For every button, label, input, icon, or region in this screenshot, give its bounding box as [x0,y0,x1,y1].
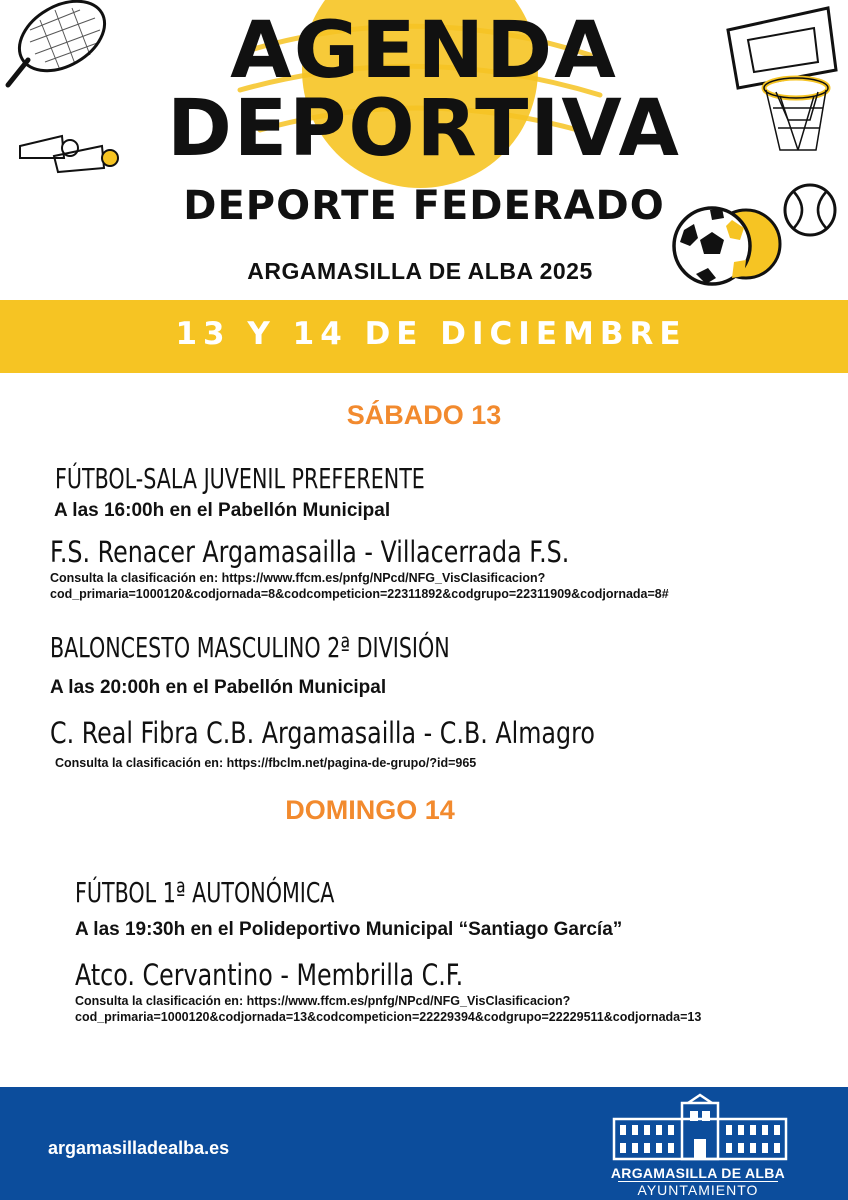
day-heading-sunday: DOMINGO 14 [285,795,455,825]
standings-link-line1: Consulta la clasificación en: https://www.ffcm.es/pnfg/NPcd/NFG_VisClasificacion? [75,994,571,1008]
date-band-text: 13 Y 14 DE DICIEMBRE [175,316,687,352]
event-match: Atco. Cervantino - Membrilla C.F. [75,958,464,992]
standings-link[interactable] [50,570,669,602]
title-deportiva: DEPORTIVA [167,84,681,174]
website-link[interactable]: argamasilladealba.es [48,1138,230,1158]
event-time-venue: A las 20:00h en el Pabellón Municipal [50,677,387,698]
event-match: F.S. Renacer Argamasailla - Villacerrada F.S. [50,535,570,569]
town-hall-logo-icon [610,1093,790,1163]
standings-link-line2: cod_primaria=1000120&codjornada=8&codcompeticion=22311892&codgrupo=22311909&codjornada=8# [50,587,669,601]
standings-link-line1: Consulta la clasificación en: https://fbclm.net/pagina-de-grupo/?id=965 [55,756,477,770]
day-heading-saturday: SÁBADO 13 [346,400,502,430]
title-agenda: AGENDA [230,6,618,96]
footer-organization: AYUNTAMIENTO [637,1182,759,1198]
event-match: C. Real Fibra C.B. Argamasailla - C.B. Almagro [50,716,595,750]
event-competition: BALONCESTO MASCULINO 2ª DIVISIÓN [50,631,450,664]
location-year: ARGAMASILLA DE ALBA 2025 [247,258,593,284]
event-time-venue: A las 16:00h en el Pabellón Municipal [54,500,391,521]
subtitle-deporte-federado: DEPORTE FEDERADO [183,183,665,229]
standings-link[interactable] [75,993,701,1025]
standings-link-line1: Consulta la clasificación en: https://www.ffcm.es/pnfg/NPcd/NFG_VisClasificacion? [50,571,546,585]
footer-town-name: ARGAMASILLA DE ALBA [610,1165,786,1181]
standings-link[interactable] [55,755,476,771]
event-competition: FÚTBOL-SALA JUVENIL PREFERENTE [55,462,425,495]
event-competition: FÚTBOL 1ª AUTONÓMICA [75,876,335,909]
event-time-venue: A las 19:30h en el Polideportivo Municipal “Santiago García” [75,919,623,940]
standings-link-line2: cod_primaria=1000120&codjornada=13&codcompeticion=22229394&codgrupo=22229511&codjornada=13 [75,1010,702,1024]
